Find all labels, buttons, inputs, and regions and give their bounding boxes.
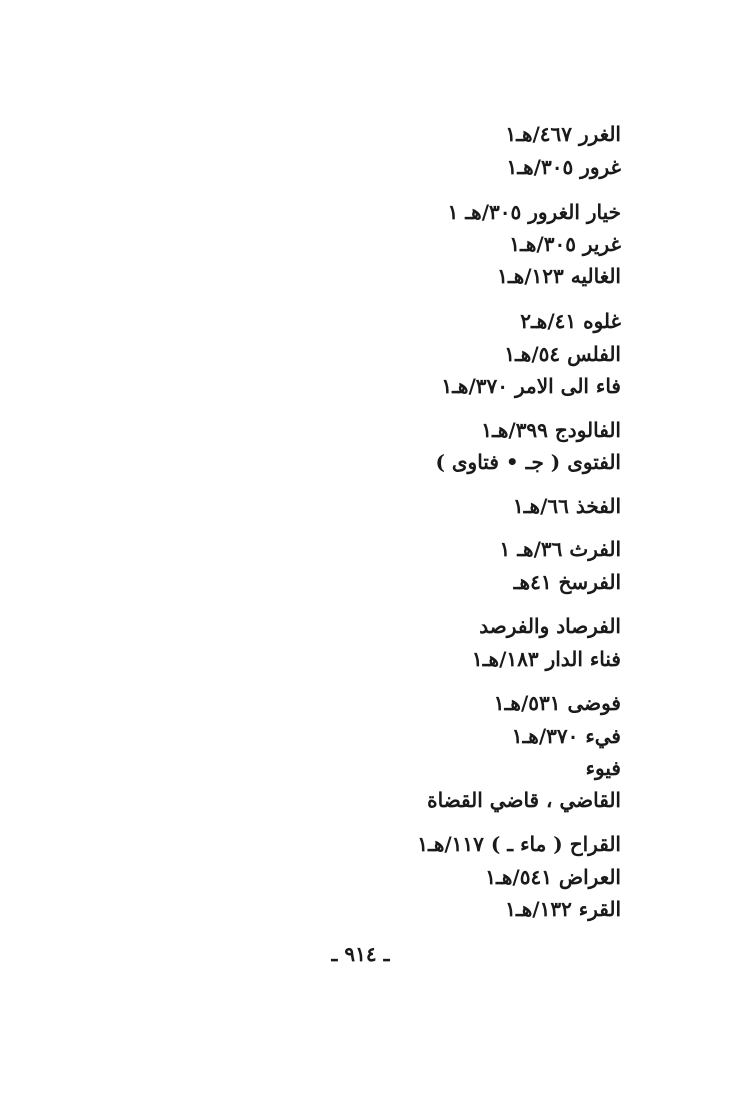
index-entry: غرور ٣٠٥/هـ١: [506, 155, 621, 179]
index-entry: القرء ١٣٢/هـ١: [505, 897, 621, 921]
index-entry: الفرث ٣٦/هـ ١: [499, 537, 621, 561]
index-entry: فيوء: [585, 756, 621, 780]
index-entry: القراح ( ماء ـ ) ١١٧/هـ١: [417, 832, 621, 856]
index-entry: الفتوى ( جـ • فتاوى ): [435, 450, 621, 474]
index-entry: القاضي ، قاضي القضاة: [427, 788, 621, 812]
index-entry: الغاليه ١٢٣/هـ١: [497, 264, 621, 288]
index-entry: خيار الغرور ٣٠٥/هـ ١: [447, 200, 621, 224]
index-entry: الفالودج ٣٩٩/هـ١: [481, 418, 621, 442]
index-entry: العراض ٥٤١/هـ١: [485, 865, 621, 889]
index-entry: فناء الدار ١٨٣/هـ١: [471, 647, 621, 671]
index-entry: الفخذ ٦٦/هـ١: [512, 494, 621, 518]
index-entry: فيء ٣٧٠/هـ١: [511, 724, 621, 748]
index-entry: الغرر ٤٦٧/هـ١: [505, 122, 621, 146]
page-number: ـ ٩١٤ ـ: [331, 942, 390, 966]
index-entry: الفرسخ ٤١هـ: [513, 570, 621, 594]
index-entry: الفرصاد والفرصد: [479, 614, 621, 638]
index-entry: فاء الى الامر ٣٧٠/هـ١: [441, 374, 621, 398]
index-entry: فوضى ٥٣١/هـ١: [493, 691, 621, 715]
index-entry: غلوه ٤١/هـ٢: [520, 309, 621, 333]
index-entry: الفلس ٥٤/هـ١: [504, 342, 621, 366]
index-entry: غرير ٣٠٥/هـ١: [509, 232, 621, 256]
